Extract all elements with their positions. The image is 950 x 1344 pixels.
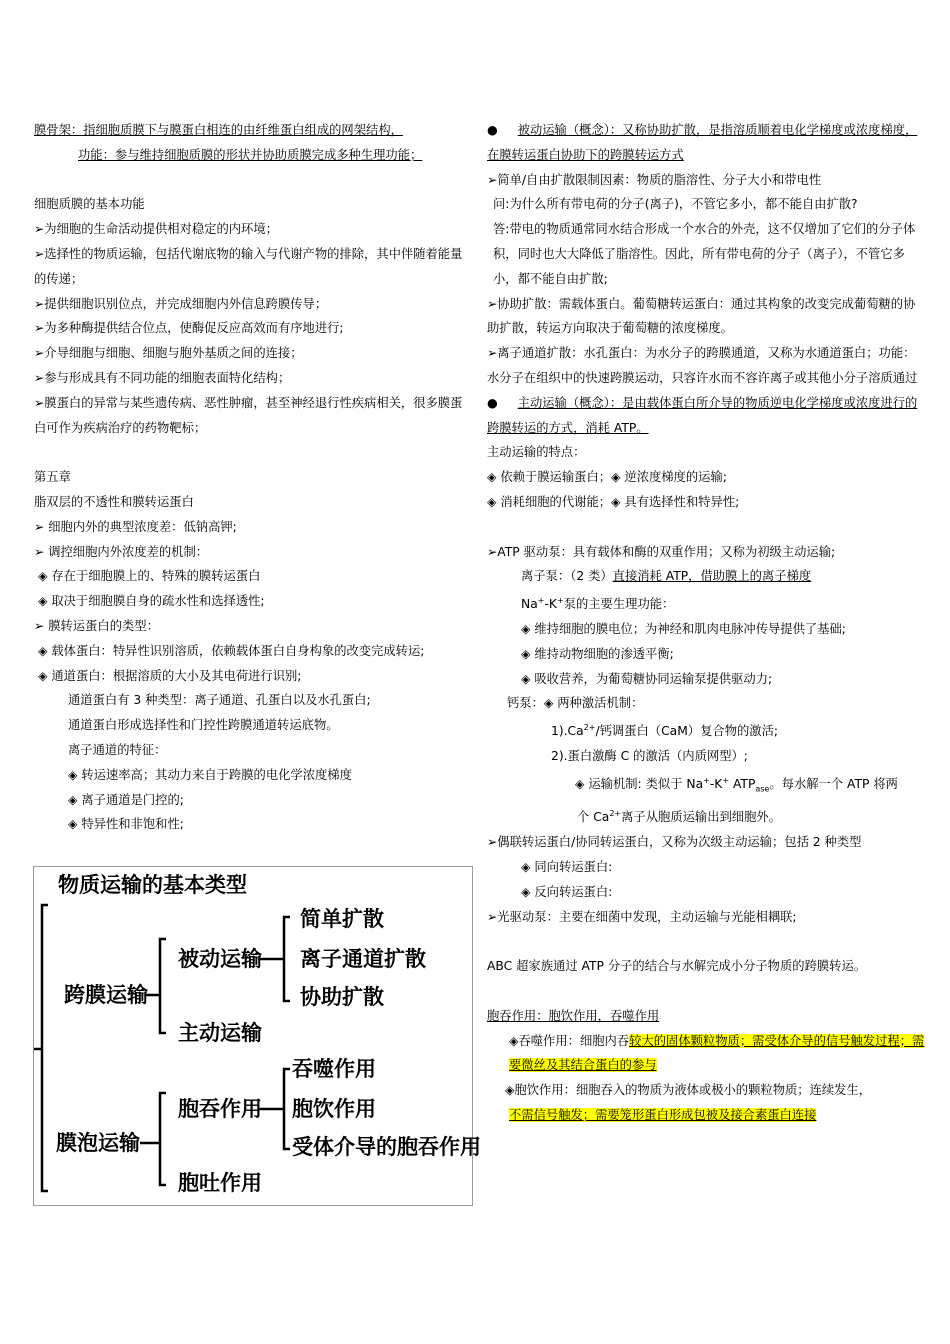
function-item: ➢膜蛋白的异常与某些遗传病、恶性肿瘤，甚至神经退行性疾病相关，很多膜蛋白可作为疾病治疗的药物靶标； xyxy=(34,395,463,435)
transport-types-diagram xyxy=(33,866,481,1206)
ion-pump-line: 离子泵：（2 类）直接消耗 ATP，借助膜上的离子梯度 xyxy=(521,569,812,584)
function-item: ➢提供细胞识别位点，并完成细胞内外信息跨膜传导； xyxy=(34,296,328,311)
passive-bracket xyxy=(284,917,290,1001)
function-item: ➢介导细胞与细胞、细胞与胞外基质之间的连接； xyxy=(34,346,303,361)
endocytosis-bracket xyxy=(284,1069,290,1149)
ion-channel-diffusion-note: ➢离子通道扩散：水孔蛋白：为水分子的跨膜通道，又称为水通道蛋白；功能：水分子在组织中的快速跨膜运动，只容许水而不容许离子或其他小分子溶质通过 xyxy=(487,346,918,385)
transport-mechanism-cont: 个 $Ca^{2+}$离子从胞质运输出到细胞外。 xyxy=(577,809,781,825)
node-active: 主动运输 xyxy=(178,1021,262,1045)
chapter-heading: 第五章 xyxy=(34,470,71,485)
node-pinocytosis: 胞饮作用 xyxy=(292,1097,376,1121)
phagocytosis-note: ◈吞噬作用：细胞内吞较大的固体颗粒物质；需受体介导的信号触发过程；需要微丝及其结合蛋白的参与 xyxy=(509,1033,925,1073)
bullet-dot: ● xyxy=(487,123,498,137)
bullet-item: ➢ 膜转运蛋白的类型： xyxy=(34,618,159,633)
channel-protein-note: 通道蛋白形成选择性和门控性跨膜通道转运底物。 xyxy=(68,718,339,733)
answer: 答:带电的物质通常同水结合形成一个水合的外壳，这不仅增加了它们的分子体积，同时也大大降低了脂溶性。因此，所有带电荷的分子（离子），不管它多小，都不能自由扩散; xyxy=(493,222,916,286)
question: 问:为什么所有带电荷的分子(离子)，不管它多小，都不能自由扩散? xyxy=(493,197,858,212)
calcium-activation: 2).蛋白激酶 C 的激活（内质网型）; xyxy=(551,749,748,764)
calcium-pump-heading: 钙泵：◈ 两种激活机制： xyxy=(507,696,644,711)
facilitated-diffusion-note: ➢协助扩散：需载体蛋白。葡萄糖转运蛋白：通过其构象的改变完成葡萄糖的协助扩散，转运方向取决于葡萄糖的浓度梯度。 xyxy=(487,296,916,336)
abc-superfamily-note: ABC 超家族通过 ATP 分子的结合与水解完成小分子物质的跨膜转运。 xyxy=(487,959,867,974)
node-ion-channel: 离子通道扩散 xyxy=(300,947,426,971)
membrane-skeleton-definition: 膜骨架：指细胞质膜下与膜蛋白相连的由纤维蛋白组成的网架结构， xyxy=(34,123,403,137)
ion-channel-feature: ◈ 离子通道是门控的; xyxy=(68,792,184,807)
ion-channel-feature: ◈ 转运速率高；其动力来自于跨膜的电化学浓度梯度 xyxy=(68,767,352,782)
function-item: ➢为细胞的生命活动提供相对稳定的内环境； xyxy=(34,222,278,237)
node-vesicle: 膜泡运输 xyxy=(56,1131,140,1155)
simple-diffusion-factors: ➢简单/自由扩散限制因素：物质的脂溶性、分子大小和带电性 xyxy=(487,172,822,187)
sub-bullet-item: ◈ 取决于细胞膜自身的疏水性和选择透性; xyxy=(38,594,265,609)
ion-channel-feature: ◈ 特异性和非饱和性; xyxy=(68,817,184,832)
ion-channel-features-heading: 离子通道的特征： xyxy=(68,742,167,757)
node-simple-diffusion: 简单扩散 xyxy=(300,907,384,931)
sub-bullet-item: ◈ 存在于细胞膜上的、特殊的膜转运蛋白 xyxy=(38,569,261,584)
endocytosis-heading: 胞吞作用：胞饮作用，吞噬作用 xyxy=(487,1008,660,1023)
na-k-pump-function: ◈ 吸收营养，为葡萄糖协同运输泵提供驱动力; xyxy=(521,671,773,686)
node-passive: 被动运输 xyxy=(178,947,262,971)
section-heading-basic-functions: 细胞质膜的基本功能 xyxy=(34,197,145,212)
diagram-title: 物质运输的基本类型 xyxy=(58,873,247,897)
passive-transport-definition: ● 被动运输（概念）：又称协助扩散，是指溶质顺着电化学梯度或浓度梯度，在膜转运蛋白协助下的跨膜转运方式 xyxy=(487,123,918,162)
function-item: ➢选择性的物质运输，包括代谢底物的输入与代谢产物的排除，其中伴随着能量的传递； xyxy=(34,246,463,286)
node-transmembrane: 跨膜运输 xyxy=(64,983,148,1007)
active-transport-feature: ◈ 依赖于膜运输蛋白；◈ 逆浓度梯度的运输; xyxy=(487,470,727,485)
membrane-skeleton-function: 功能：参与维持细胞质膜的形状并协助质膜完成多种生理功能； xyxy=(78,147,423,162)
function-item: ➢参与形成具有不同功能的细胞表面特化结构； xyxy=(34,370,291,385)
cotransporter-type: ◈ 同向转运蛋白: xyxy=(521,859,613,874)
transmembrane-bracket xyxy=(160,939,166,1033)
sub-bullet-item: ◈ 载体蛋白：特异性识别溶质，依赖载体蛋白自身构象的改变完成转运; xyxy=(38,643,425,658)
node-receptor-mediated: 受体介导的胞吞作用 xyxy=(292,1135,481,1159)
node-exocytosis: 胞吐作用 xyxy=(178,1171,262,1195)
pinocytosis-note-cont: 不需信号触发；需要笼形蛋白形成包被及接合素蛋白连接 xyxy=(509,1107,817,1122)
channel-protein-types: 通道蛋白有 3 种类型：离子通道、孔蛋白以及水孔蛋白; xyxy=(68,693,371,708)
vesicle-bracket xyxy=(160,1093,166,1185)
light-pump-note: ➢光驱动泵：主要在细菌中发现，主动运输与光能相耦联; xyxy=(487,909,797,924)
node-phagocytosis: 吞噬作用 xyxy=(292,1057,376,1081)
function-item: ➢为多种酶提供结合位点，使酶促反应高效而有序地进行; xyxy=(34,321,344,336)
cotransporter-note: ➢偶联转运蛋白/协同转运蛋白，又称为次级主动运输；包括 2 种类型 xyxy=(487,835,862,850)
bullet-item: ➢ 细胞内外的典型浓度差：低钠高钾; xyxy=(34,519,237,534)
cotransporter-type: ◈ 反向转运蛋白: xyxy=(521,884,613,899)
node-endocytosis: 胞吞作用 xyxy=(178,1097,262,1121)
left-column xyxy=(34,118,474,837)
active-transport-features-heading: 主动运输的特点： xyxy=(487,445,586,460)
active-transport-feature: ◈ 消耗细胞的代谢能；◈ 具有选择性和特异性; xyxy=(487,494,740,509)
root-bracket xyxy=(42,905,48,1191)
na-k-pump-heading: Na+-K+泵的主要生理功能： xyxy=(521,596,675,612)
na-k-pump-function: ◈ 维持动物细胞的渗透平衡; xyxy=(521,646,674,661)
pinocytosis-note: ◈胞饮作用：细胞吞入的物质为液体或极小的颗粒物质；连续发生， xyxy=(505,1083,872,1098)
na-k-pump-function: ◈ 维持细胞的膜电位；为神经和肌肉电脉冲传导提供了基础; xyxy=(521,622,846,637)
bullet-item: ➢ 调控细胞内外浓度差的机制： xyxy=(34,544,209,559)
transport-mechanism: ◈ 运输机制: 类似于 Na+-K+ $ATP_{ase}$。每水解一个 ATP 将两 xyxy=(575,775,898,794)
calcium-activation: $1).Ca^{2+}/$钙调蛋白（CaM）复合物的激活; xyxy=(551,723,779,739)
bullet-dot: ● xyxy=(487,395,498,410)
sub-bullet-item: ◈ 通道蛋白：根据溶质的大小及其电荷进行识别; xyxy=(38,668,302,683)
atp-pump-note: ➢ATP 驱动泵：具有载体和酶的双重作用；又称为初级主动运输; xyxy=(487,544,836,559)
right-column xyxy=(487,118,927,1128)
node-facilitated: 协助扩散 xyxy=(300,985,384,1009)
active-transport-definition: ● 主动运输（概念）：是由载体蛋白所介导的物质逆电化学梯度或浓度进行的跨膜转运的方式，消耗 ATP。 xyxy=(487,395,918,435)
chapter-subtitle: 脂双层的不透性和膜转运蛋白 xyxy=(34,494,194,509)
